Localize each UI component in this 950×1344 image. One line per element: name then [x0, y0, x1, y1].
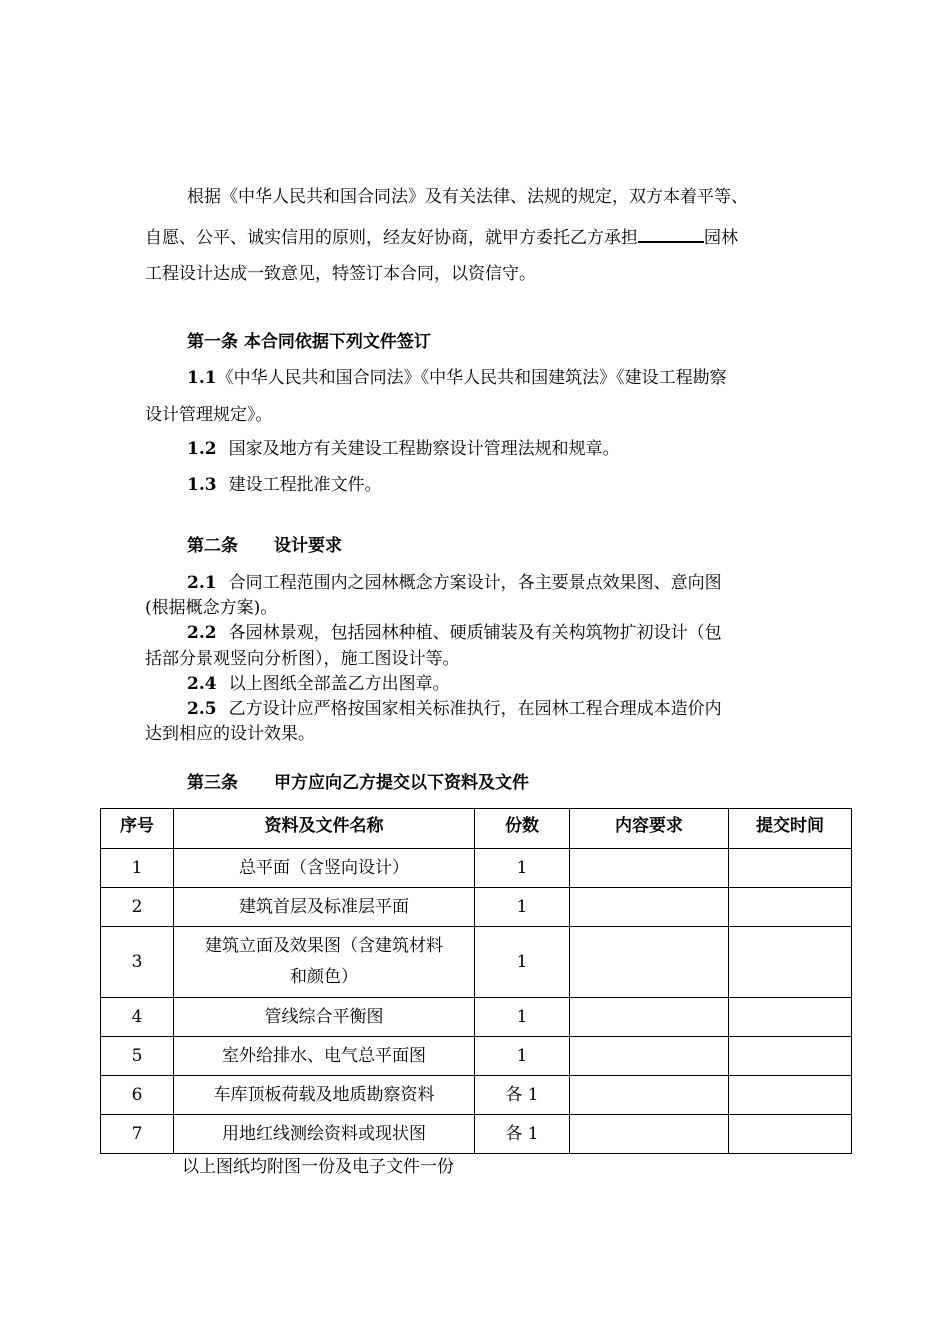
item-text: 国家及地方有关建设工程勘察设计管理法规和规章。: [228, 439, 620, 459]
cell-name: 建筑首层及标准层平面: [174, 888, 475, 927]
article1-heading: 第一条 本合同依据下列文件签订: [187, 332, 431, 352]
cell-requirements: [570, 998, 729, 1037]
item-text: 各园林景观，包括园林种植、硬质铺装及有关构筑物扩初设计（包: [228, 623, 722, 643]
cell-requirements: [570, 888, 729, 927]
item-number: 2.4: [187, 674, 217, 694]
table-row: [101, 888, 852, 927]
cell-copies: 各 1: [475, 1115, 570, 1154]
item-number: 2.5: [187, 699, 217, 719]
article2-item-2-1-cont: (根据概念方案)。: [145, 598, 278, 618]
item-text: 以上图纸全部盖乙方出图章。: [228, 674, 450, 694]
article2-item-2-5: [187, 697, 722, 721]
cell-no: 5: [101, 1037, 174, 1076]
article2-heading: [187, 534, 342, 558]
article-number: 第三条: [187, 773, 238, 793]
cell-copies: 1: [475, 998, 570, 1037]
intro-line-2: [145, 224, 738, 250]
intro-line-3: [145, 262, 536, 286]
cell-no: 1: [101, 849, 174, 888]
cell-name-line-1: 建筑立面及效果图（含建筑材料: [205, 936, 443, 956]
header-submit-time: 提交时间: [729, 809, 852, 849]
cell-name-line-2: 和颜色）: [290, 967, 358, 987]
table-row: [101, 927, 852, 998]
cell-name: 室外给排水、电气总平面图: [174, 1037, 475, 1076]
article1-item3: [187, 473, 382, 497]
cell-submit-time: [729, 998, 852, 1037]
item-text: 《中华人民共和国合同法》《中华人民共和国建筑法》《建设工程勘察: [216, 368, 727, 388]
item-number: 2.2: [187, 623, 217, 643]
cell-no: 2: [101, 888, 174, 927]
cell-name: 管线综合平衡图: [174, 998, 475, 1037]
cell-copies: 各 1: [475, 1076, 570, 1115]
cell-no: 6: [101, 1076, 174, 1115]
intro-text-2b: 园林: [704, 228, 738, 248]
cell-requirements: [570, 849, 729, 888]
item-number: 1.3: [187, 475, 217, 495]
table-row: [101, 849, 852, 888]
header-name: 资料及文件名称: [174, 809, 475, 849]
intro-text-1: 根据《中华人民共和国合同法》及有关法律、法规的规定，双方本着平等、: [187, 187, 748, 207]
table-header-row: [101, 809, 852, 849]
cell-submit-time: [729, 1037, 852, 1076]
cell-no: 7: [101, 1115, 174, 1154]
article2-item-2-1: [187, 571, 722, 595]
cell-copies: 1: [475, 849, 570, 888]
item-text: 乙方设计应严格按国家相关标准执行，在园林工程合理成本造价内: [228, 699, 722, 719]
header-no: 序号: [101, 809, 174, 849]
table-row: [101, 1115, 852, 1154]
cell-requirements: [570, 1037, 729, 1076]
cell-copies: 1: [475, 927, 570, 998]
header-copies: 份数: [475, 809, 570, 849]
cell-submit-time: [729, 888, 852, 927]
blank-underline: [638, 224, 704, 243]
intro-text-3: 工程设计达成一致意见，特签订本合同，以资信守。: [145, 264, 536, 284]
intro-line-1: [187, 185, 748, 209]
article2-item-2-2-cont: 括部分景观竖向分析图），施工图设计等。: [145, 649, 460, 669]
cell-submit-time: [729, 1076, 852, 1115]
article-title: 设计要求: [274, 536, 342, 556]
article1-item1: [187, 366, 727, 390]
item-number: 1.1: [187, 368, 217, 388]
header-requirements: 内容要求: [570, 809, 729, 849]
cell-requirements: [570, 1115, 729, 1154]
table-row: [101, 998, 852, 1037]
article1-item1-cont: 设计管理规定》。: [145, 405, 273, 425]
cell-submit-time: [729, 849, 852, 888]
documents-table: [100, 808, 852, 1154]
article2-item-2-4: [187, 672, 450, 696]
item-number: 1.2: [187, 439, 217, 459]
cell-no: 4: [101, 998, 174, 1037]
cell-no: 3: [101, 927, 174, 998]
cell-requirements: [570, 927, 729, 998]
article2-item-2-5-cont: 达到相应的设计效果。: [145, 724, 315, 744]
cell-name: [174, 927, 475, 998]
item-text: 建设工程批准文件。: [228, 475, 382, 495]
article-number: 第二条: [187, 536, 238, 556]
article2-item-2-2: [187, 621, 722, 645]
footer-note: 以上图纸均附图一份及电子文件一份: [182, 1157, 454, 1177]
cell-name: 用地红线测绘资料或现状图: [174, 1115, 475, 1154]
article1-item2: [187, 437, 620, 461]
item-text: 合同工程范围内之园林概念方案设计，各主要景点效果图、意向图: [228, 573, 722, 593]
cell-requirements: [570, 1076, 729, 1115]
intro-text-2a: 自愿、公平、诚实信用的原则，经友好协商，就甲方委托乙方承担: [145, 228, 638, 248]
table-row: [101, 1076, 852, 1115]
item-number: 2.1: [187, 573, 217, 593]
cell-copies: 1: [475, 888, 570, 927]
cell-name: 车库顶板荷载及地质勘察资料: [174, 1076, 475, 1115]
article3-heading: [187, 771, 529, 795]
cell-name: 总平面（含竖向设计）: [174, 849, 475, 888]
cell-copies: 1: [475, 1037, 570, 1076]
article-title: 甲方应向乙方提交以下资料及文件: [274, 773, 529, 793]
cell-submit-time: [729, 1115, 852, 1154]
table-row: [101, 1037, 852, 1076]
cell-submit-time: [729, 927, 852, 998]
